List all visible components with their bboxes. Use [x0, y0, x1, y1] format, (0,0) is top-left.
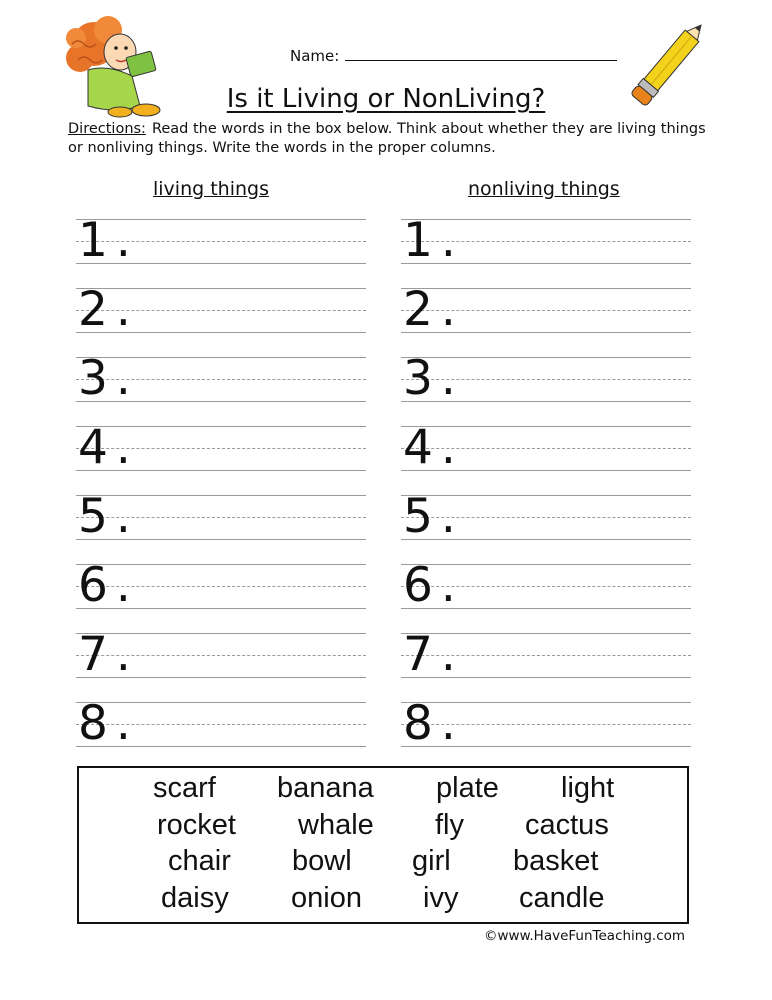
- directions-label: Directions:: [68, 121, 146, 137]
- line-number: 3.: [78, 351, 139, 406]
- line-number: 4.: [78, 420, 139, 475]
- writing-line: [401, 413, 691, 482]
- writing-line: [401, 620, 691, 689]
- writing-line: [76, 206, 366, 275]
- line-number: 2.: [403, 282, 464, 337]
- line-number: 1.: [78, 213, 139, 268]
- living-things-column: [76, 206, 366, 758]
- word-whale: whale: [298, 809, 374, 841]
- line-number: 6.: [403, 558, 464, 613]
- word-fly: fly: [435, 809, 464, 841]
- word-basket: basket: [513, 845, 599, 877]
- page-title: Is it Living or NonLiving?: [226, 84, 546, 114]
- line-number: 7.: [403, 627, 464, 682]
- directions-text: Read the words in the box below. Think about whether they are living things or nonliving things. Write the words in the proper columns.: [68, 121, 706, 156]
- line-number: 4.: [403, 420, 464, 475]
- writing-line: [401, 551, 691, 620]
- line-number: 6.: [78, 558, 139, 613]
- writing-line: [76, 620, 366, 689]
- word-rocket: rocket: [157, 809, 236, 841]
- writing-line: [401, 689, 691, 758]
- name-label: Name:: [290, 47, 340, 65]
- nonliving-things-column: [401, 206, 691, 758]
- name-blank-line: [345, 46, 617, 61]
- word-banana: banana: [277, 772, 374, 804]
- writing-line: [76, 689, 366, 758]
- writing-line: [76, 551, 366, 620]
- word-plate: plate: [436, 772, 499, 804]
- writing-line: [76, 344, 366, 413]
- line-number: 5.: [78, 489, 139, 544]
- writing-line: [401, 275, 691, 344]
- line-number: 2.: [78, 282, 139, 337]
- word-bowl: bowl: [292, 845, 352, 877]
- line-number: 8.: [403, 696, 464, 751]
- word-onion: onion: [291, 882, 362, 914]
- writing-line: [76, 413, 366, 482]
- word-light: light: [561, 772, 615, 804]
- writing-line: [76, 482, 366, 551]
- line-number: 1.: [403, 213, 464, 268]
- word-ivy: ivy: [423, 882, 459, 914]
- nonliving-things-heading: nonliving things: [468, 178, 620, 200]
- word-cactus: cactus: [525, 809, 609, 841]
- line-number: 3.: [403, 351, 464, 406]
- writing-line: [401, 344, 691, 413]
- writing-line: [76, 275, 366, 344]
- word-daisy: daisy: [161, 882, 229, 914]
- writing-line: [401, 482, 691, 551]
- word-chair: chair: [168, 845, 231, 877]
- word-scarf: scarf: [153, 772, 216, 804]
- word-box: [77, 766, 689, 924]
- directions: [68, 120, 708, 158]
- line-number: 5.: [403, 489, 464, 544]
- writing-line: [401, 206, 691, 275]
- copyright-footer: ©www.HaveFunTeaching.com: [484, 928, 686, 944]
- word-girl: girl: [412, 845, 451, 877]
- line-number: 8.: [78, 696, 139, 751]
- line-number: 7.: [78, 627, 139, 682]
- name-field: [290, 46, 617, 65]
- word-candle: candle: [519, 882, 605, 914]
- living-things-heading: living things: [153, 178, 269, 200]
